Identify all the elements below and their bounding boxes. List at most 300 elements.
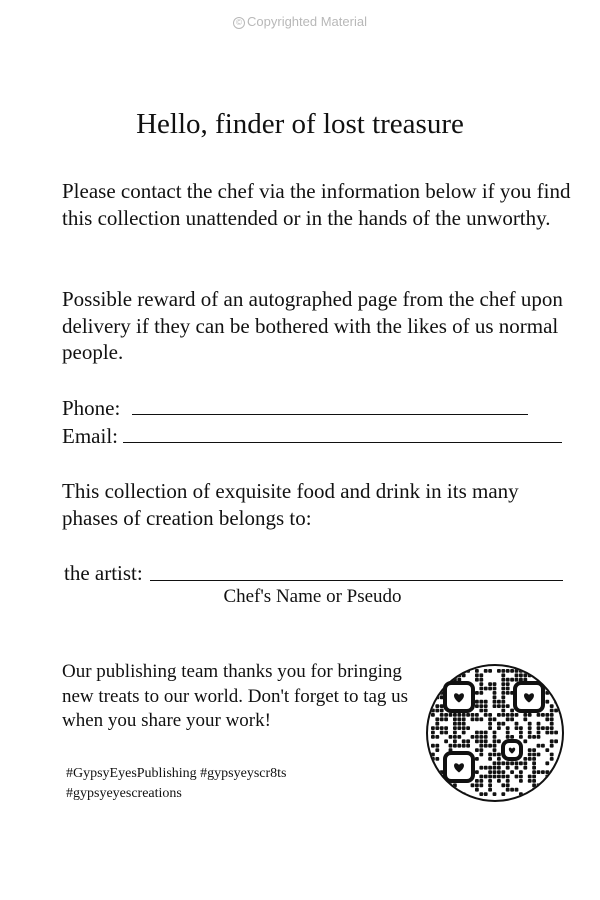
- qr-module: [554, 779, 558, 783]
- qr-module: [444, 783, 448, 787]
- qr-module: [528, 731, 532, 735]
- qr-module: [554, 687, 558, 691]
- qr-module: [519, 779, 523, 783]
- qr-module: [519, 726, 523, 730]
- qr-module: [537, 669, 541, 673]
- qr-module: [528, 779, 532, 783]
- qr-module: [528, 669, 532, 673]
- qr-module: [488, 788, 492, 792]
- thanks-paragraph: Our publishing team thanks you for bringing new treats to our world. Don't forget to tag us when you share your work!: [62, 661, 409, 731]
- qr-module: [431, 713, 435, 717]
- qr-module: [488, 744, 492, 748]
- hashtags: [66, 764, 396, 804]
- qr-module: [537, 753, 541, 757]
- qr-module: [457, 735, 461, 739]
- qr-module: [554, 673, 558, 677]
- qr-module: [493, 700, 497, 704]
- qr-module: [497, 775, 501, 779]
- qr-module: [479, 678, 483, 682]
- qr-module: [519, 770, 523, 774]
- qr-module: [431, 682, 435, 686]
- qr-module: [488, 775, 492, 779]
- qr-module: [435, 757, 439, 761]
- qr-module: [528, 735, 532, 739]
- qr-module: [462, 739, 466, 743]
- qr-module: [528, 713, 532, 717]
- qr-module: [510, 709, 514, 713]
- qr-module: [550, 717, 554, 721]
- qr-module: [475, 691, 479, 695]
- qr-module: [497, 669, 501, 673]
- qr-module: [532, 748, 536, 752]
- qr-code-icon: [425, 663, 565, 803]
- qr-module: [550, 704, 554, 708]
- qr-module: [493, 775, 497, 779]
- qr-module: [435, 678, 439, 682]
- qr-finder-marker: [515, 683, 543, 711]
- email-label: Email:: [62, 424, 118, 448]
- qr-module: [506, 775, 510, 779]
- qr-module: [528, 757, 532, 761]
- qr-module: [541, 744, 545, 748]
- qr-module: [550, 744, 554, 748]
- qr-module: [497, 726, 501, 730]
- qr-module: [550, 726, 554, 730]
- qr-module: [528, 726, 532, 730]
- qr-module: [506, 682, 510, 686]
- qr-module: [488, 713, 492, 717]
- qr-module: [501, 709, 505, 713]
- qr-module: [449, 673, 453, 677]
- qr-module: [466, 739, 470, 743]
- qr-module: [475, 783, 479, 787]
- qr-module: [431, 792, 435, 796]
- qr-module: [462, 744, 466, 748]
- qr-module: [488, 757, 492, 761]
- qr-module: [440, 709, 444, 713]
- qr-module: [475, 757, 479, 761]
- qr-module: [431, 726, 435, 730]
- qr-module: [510, 713, 514, 717]
- qr-module: [528, 748, 532, 752]
- qr-module: [519, 761, 523, 765]
- qr-module: [449, 744, 453, 748]
- qr-module: [484, 744, 488, 748]
- qr-module: [510, 717, 514, 721]
- phone-blank-line: [132, 414, 528, 415]
- qr-module: [484, 669, 488, 673]
- qr-module: [515, 722, 519, 726]
- qr-module: [479, 766, 483, 770]
- qr-module: [475, 704, 479, 708]
- qr-module: [545, 748, 549, 752]
- qr-module: [493, 744, 497, 748]
- qr-module: [475, 748, 479, 752]
- qr-module: [475, 779, 479, 783]
- qr-module: [501, 673, 505, 677]
- qr-module: [466, 726, 470, 730]
- qr-module: [506, 691, 510, 695]
- qr-module: [523, 766, 527, 770]
- qr-module: [537, 744, 541, 748]
- qr-module: [519, 673, 523, 677]
- qr-module: [479, 704, 483, 708]
- qr-module: [541, 669, 545, 673]
- qr-module: [510, 770, 514, 774]
- qr-module: [431, 779, 435, 783]
- qr-module: [479, 673, 483, 677]
- qr-module: [493, 691, 497, 695]
- qr-module: [449, 735, 453, 739]
- qr-module: [488, 726, 492, 730]
- qr-module: [515, 788, 519, 792]
- qr-module: [501, 770, 505, 774]
- qr-module: [484, 739, 488, 743]
- qr-module: [435, 792, 439, 796]
- qr-module: [510, 678, 514, 682]
- qr-module: [501, 700, 505, 704]
- qr-module: [475, 700, 479, 704]
- qr-module: [506, 788, 510, 792]
- qr-module: [462, 731, 466, 735]
- qr-module: [515, 673, 519, 677]
- qr-module: [493, 687, 497, 691]
- qr-module: [479, 783, 483, 787]
- qr-module: [501, 783, 505, 787]
- qr-module: [506, 761, 510, 765]
- qr-module: [515, 713, 519, 717]
- qr-module: [449, 788, 453, 792]
- qr-module: [453, 717, 457, 721]
- qr-module: [554, 709, 558, 713]
- qr-module: [497, 700, 501, 704]
- qr-module: [462, 722, 466, 726]
- qr-module: [457, 744, 461, 748]
- qr-module: [537, 713, 541, 717]
- qr-module: [479, 709, 483, 713]
- qr-module: [506, 731, 510, 735]
- qr-module: [435, 709, 439, 713]
- qr-module: [550, 713, 554, 717]
- qr-module: [435, 783, 439, 787]
- qr-module: [537, 673, 541, 677]
- qr-module: [479, 753, 483, 757]
- qr-module: [550, 753, 554, 757]
- qr-module: [550, 709, 554, 713]
- qr-module: [479, 731, 483, 735]
- hashtags-line-1: #GypsyEyesPublishing #gypsyeyscr8ts: [66, 766, 287, 781]
- qr-module: [532, 735, 536, 739]
- qr-module: [440, 788, 444, 792]
- qr-module: [475, 788, 479, 792]
- qr-module: [510, 669, 514, 673]
- qr-module: [479, 717, 483, 721]
- qr-module: [479, 700, 483, 704]
- qr-module: [453, 722, 457, 726]
- phone-label: Phone:: [62, 396, 121, 420]
- qr-module: [537, 731, 541, 735]
- qr-module: [506, 735, 510, 739]
- qr-module: [497, 704, 501, 708]
- qr-module: [457, 713, 461, 717]
- qr-module: [493, 753, 497, 757]
- qr-module: [453, 792, 457, 796]
- qr-module: [488, 722, 492, 726]
- qr-finder-marker: [445, 753, 473, 781]
- qr-module: [545, 713, 549, 717]
- qr-module: [519, 735, 523, 739]
- qr-module: [515, 761, 519, 765]
- qr-module: [528, 775, 532, 779]
- qr-module: [537, 726, 541, 730]
- qr-module: [435, 775, 439, 779]
- qr-module: [515, 775, 519, 779]
- qr-module: [435, 744, 439, 748]
- qr-module: [528, 722, 532, 726]
- qr-module: [501, 761, 505, 765]
- qr-module: [453, 726, 457, 730]
- qr-module: [501, 682, 505, 686]
- qr-module: [444, 717, 448, 721]
- qr-module: [488, 779, 492, 783]
- qr-module: [515, 766, 519, 770]
- qr-module: [484, 766, 488, 770]
- qr-module: [453, 735, 457, 739]
- qr-module: [532, 757, 536, 761]
- watermark-top-text: Copyrighted Material: [247, 14, 367, 29]
- qr-module: [532, 766, 536, 770]
- qr-module: [444, 713, 448, 717]
- qr-module: [515, 726, 519, 730]
- qr-module: [471, 717, 475, 721]
- qr-module: [493, 766, 497, 770]
- qr-module: [497, 766, 501, 770]
- qr-module: [484, 775, 488, 779]
- qr-module: [554, 669, 558, 673]
- qr-module: [523, 757, 527, 761]
- qr-module: [545, 788, 549, 792]
- qr-module: [444, 788, 448, 792]
- qr-module: [501, 704, 505, 708]
- qr-module: [532, 775, 536, 779]
- qr-module: [435, 704, 439, 708]
- qr-module: [519, 775, 523, 779]
- qr-module: [479, 687, 483, 691]
- qr-module: [435, 779, 439, 783]
- qr-module: [431, 687, 435, 691]
- qr-module: [493, 682, 497, 686]
- qr-module: [440, 713, 444, 717]
- qr-module: [528, 753, 532, 757]
- qr-module: [497, 761, 501, 765]
- qr-module: [484, 704, 488, 708]
- qr-module: [532, 753, 536, 757]
- qr-module: [431, 788, 435, 792]
- qr-module: [523, 717, 527, 721]
- qr-module: [532, 792, 536, 796]
- qr-module: [545, 717, 549, 721]
- qr-module: [479, 792, 483, 796]
- qr-module: [479, 744, 483, 748]
- qr-module: [515, 678, 519, 682]
- qr-module: [431, 731, 435, 735]
- qr-finder-marker: [503, 741, 521, 759]
- qr-module: [550, 722, 554, 726]
- qr-module: [431, 775, 435, 779]
- qr-module: [545, 761, 549, 765]
- qr-module: [537, 770, 541, 774]
- qr-module: [475, 713, 479, 717]
- qr-module: [506, 713, 510, 717]
- copyright-icon: ©: [233, 17, 245, 29]
- qr-module: [475, 717, 479, 721]
- qr-module: [488, 669, 492, 673]
- qr-module: [449, 713, 453, 717]
- qr-module: [506, 717, 510, 721]
- qr-module: [484, 735, 488, 739]
- qr-module: [479, 748, 483, 752]
- contact-paragraph: Please contact the chef via the information below if you find this collection unattended or in the hands of the unworthy.: [62, 179, 571, 230]
- qr-module: [431, 678, 435, 682]
- qr-module: [488, 783, 492, 787]
- qr-module: [501, 792, 505, 796]
- qr-module: [479, 735, 483, 739]
- hashtags-line-2: #gypsyeyescreations: [66, 786, 182, 801]
- qr-module: [537, 735, 541, 739]
- qr-module: [554, 731, 558, 735]
- qr-module: [501, 669, 505, 673]
- qr-module: [545, 731, 549, 735]
- belongs-paragraph: This collection of exquisite food and drink in its many phases of creation belongs to:: [62, 479, 519, 530]
- qr-module: [493, 761, 497, 765]
- qr-module: [475, 770, 479, 774]
- qr-module: [435, 748, 439, 752]
- qr-module: [435, 722, 439, 726]
- qr-module: [444, 726, 448, 730]
- qr-module: [493, 792, 497, 796]
- qr-module: [554, 739, 558, 743]
- qr-module: [523, 739, 527, 743]
- qr-module: [475, 731, 479, 735]
- qr-module: [462, 713, 466, 717]
- qr-module: [519, 731, 523, 735]
- qr-module: [440, 726, 444, 730]
- qr-module: [435, 788, 439, 792]
- qr-module: [484, 709, 488, 713]
- qr-module: [550, 673, 554, 677]
- qr-module: [523, 673, 527, 677]
- reward-paragraph: Possible reward of an autographed page from the chef upon delivery if they can be bothered with the likes of us normal people.: [62, 287, 563, 364]
- qr-module: [475, 678, 479, 682]
- qr-module: [532, 761, 536, 765]
- qr-module: [475, 739, 479, 743]
- qr-module: [532, 779, 536, 783]
- qr-module: [493, 731, 497, 735]
- qr-module: [475, 669, 479, 673]
- qr-module: [435, 726, 439, 730]
- qr-module: [493, 717, 497, 721]
- qr-module: [479, 691, 483, 695]
- qr-module: [541, 770, 545, 774]
- qr-module: [506, 678, 510, 682]
- qr-module: [484, 731, 488, 735]
- qr-module: [541, 673, 545, 677]
- qr-module: [466, 744, 470, 748]
- qr-module: [493, 739, 497, 743]
- artist-label: the artist:: [64, 561, 143, 585]
- qr-module: [510, 788, 514, 792]
- qr-module: [545, 792, 549, 796]
- qr-module: [501, 678, 505, 682]
- qr-module: [431, 695, 435, 699]
- qr-module: [550, 783, 554, 787]
- qr-module: [501, 713, 505, 717]
- qr-module: [523, 761, 527, 765]
- qr-module: [501, 775, 505, 779]
- qr-module: [444, 673, 448, 677]
- qr-module: [497, 722, 501, 726]
- qr-module: [479, 682, 483, 686]
- qr-module: [493, 735, 497, 739]
- qr-module: [475, 673, 479, 677]
- qr-module: [453, 739, 457, 743]
- qr-module: [462, 717, 466, 721]
- qr-module: [479, 739, 483, 743]
- qr-module: [501, 691, 505, 695]
- qr-module: [440, 779, 444, 783]
- qr-module: [453, 713, 457, 717]
- qr-module: [488, 770, 492, 774]
- qr-module: [541, 792, 545, 796]
- qr-module: [453, 731, 457, 735]
- qr-module: [484, 687, 488, 691]
- qr-module: [440, 682, 444, 686]
- qr-module: [506, 783, 510, 787]
- qr-module: [462, 726, 466, 730]
- qr-module: [488, 682, 492, 686]
- qr-module: [453, 744, 457, 748]
- qr-module: [506, 779, 510, 783]
- qr-module: [501, 722, 505, 726]
- qr-module: [484, 700, 488, 704]
- qr-module: [550, 775, 554, 779]
- qr-module: [471, 735, 475, 739]
- qr-module: [554, 788, 558, 792]
- qr-module: [493, 695, 497, 699]
- qr-module: [550, 731, 554, 735]
- qr-module: [550, 757, 554, 761]
- qr-module: [506, 704, 510, 708]
- qr-module: [550, 792, 554, 796]
- qr-module: [471, 783, 475, 787]
- qr-module: [484, 792, 488, 796]
- qr-module: [479, 775, 483, 779]
- qr-module: [475, 735, 479, 739]
- artist-blank-line: [150, 580, 563, 581]
- qr-module: [550, 678, 554, 682]
- qr-module: [501, 687, 505, 691]
- qr-module: [554, 775, 558, 779]
- qr-module: [435, 717, 439, 721]
- qr-module: [545, 669, 549, 673]
- watermark-top: [0, 14, 600, 29]
- page-title: Hello, finder of lost treasure: [136, 108, 464, 140]
- qr-module: [550, 739, 554, 743]
- qr-module: [537, 722, 541, 726]
- qr-module: [497, 713, 501, 717]
- qr-module: [510, 735, 514, 739]
- qr-finder-marker: [445, 683, 473, 711]
